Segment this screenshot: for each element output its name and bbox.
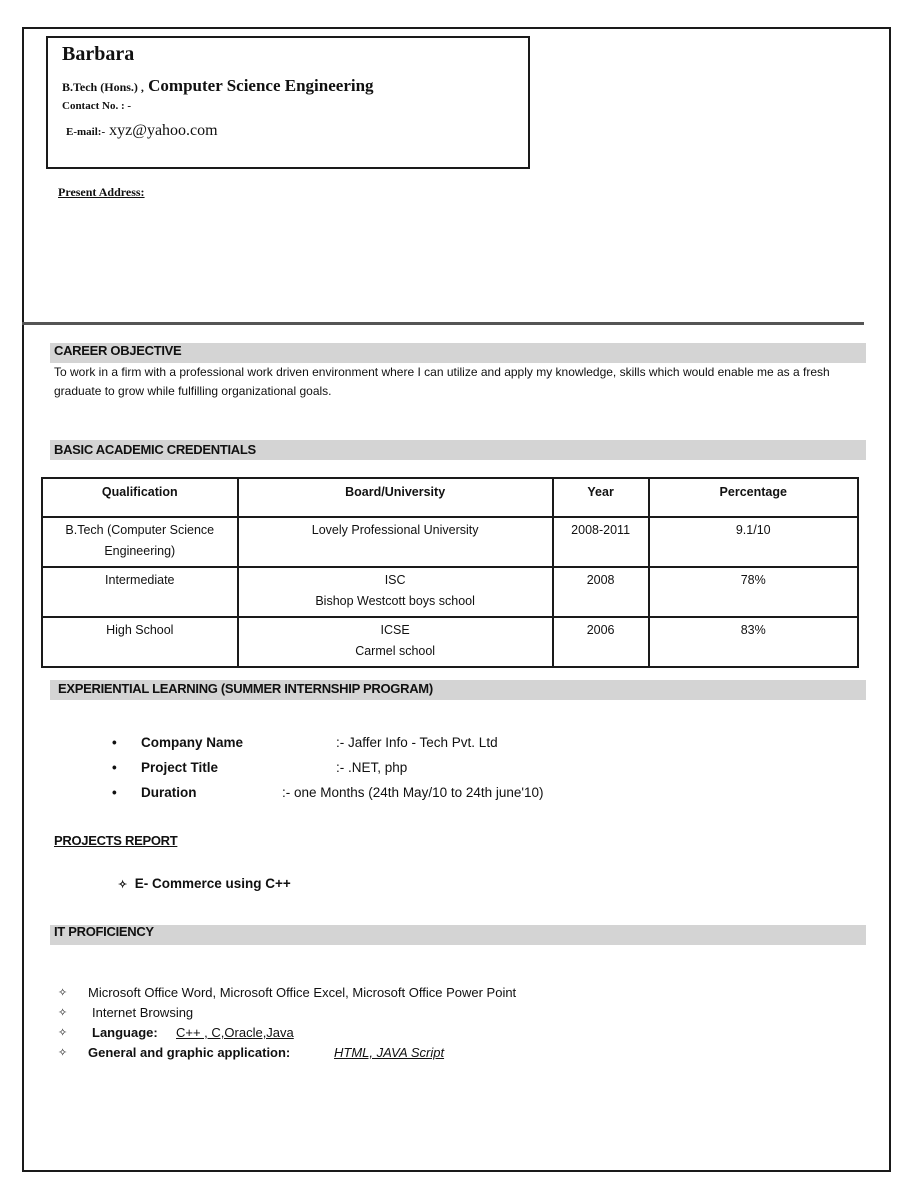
present-address-label: Present Address:	[58, 185, 145, 199]
school-name: Carmel school	[355, 644, 436, 658]
project-item	[118, 876, 291, 891]
item-label: Duration	[141, 785, 197, 800]
bullet-icon: •	[112, 760, 117, 775]
list-item	[112, 730, 712, 755]
qualification-cell: Intermediate	[42, 567, 238, 617]
list-item	[112, 780, 712, 805]
col-qualification: Qualification	[42, 478, 238, 517]
item-label: General and graphic application:	[88, 1045, 291, 1060]
year-cell: 2008-2011	[553, 517, 649, 567]
it-proficiency-list	[58, 983, 758, 1063]
board-name: Lovely Professional University	[311, 523, 479, 537]
year-cell: 2006	[553, 617, 649, 667]
item-value: HTML, JAVA Script	[334, 1045, 445, 1060]
experiential-list	[112, 730, 712, 805]
percentage-cell: 9.1/10	[649, 517, 859, 567]
item-label: Microsoft Office Word, Microsoft Office Excel, Microsoft Office Power Point	[88, 985, 517, 1000]
item-label: Project Title	[141, 760, 219, 775]
qualification-cell: High School	[42, 617, 238, 667]
list-item	[112, 755, 712, 780]
board-name: ICSE	[380, 623, 410, 637]
diamond-bullet-icon: ✧	[118, 879, 128, 891]
list-item	[58, 1043, 758, 1063]
board-name: ISC	[384, 573, 406, 587]
item-value: :- .NET, php	[336, 760, 408, 775]
col-percentage: Percentage	[649, 478, 859, 517]
item-value: C++ , C,Oracle,Java	[176, 1025, 294, 1040]
item-label: Company Name	[141, 735, 244, 750]
career-objective-text: To work in a firm with a professional work driven environment where I can utilize and apply my knowledge, skills which would enable me as a fresh graduate to grow while fulfilling organizational goals.	[54, 365, 830, 398]
list-item	[58, 1003, 758, 1023]
percentage-cell: 78%	[649, 567, 859, 617]
list-item	[58, 1023, 758, 1043]
bullet-icon: •	[112, 735, 117, 750]
board-cell	[238, 567, 553, 617]
experiential-title: EXPERIENTIAL LEARNING (SUMMER INTERNSHIP PROGRAM)	[58, 681, 433, 696]
item-label: Language:	[92, 1025, 158, 1040]
degree-field: Computer Science Engineering	[148, 76, 374, 95]
board-cell	[238, 617, 553, 667]
qualification-cell: B.Tech (Computer Science Engineering)	[42, 517, 238, 567]
item-label: Internet Browsing	[92, 1005, 194, 1020]
divider-line	[22, 322, 864, 325]
diamond-bullet-icon: ✧	[58, 1007, 68, 1019]
percentage-cell: 83%	[649, 617, 859, 667]
academic-table	[41, 477, 859, 668]
col-board: Board/University	[238, 478, 553, 517]
table-header-row	[42, 478, 858, 517]
item-value: :- one Months (24th May/10 to 24th june'10)	[282, 785, 544, 800]
projects-title: PROJECTS REPORT	[54, 833, 178, 848]
year-cell: 2008	[553, 567, 649, 617]
email-line	[66, 122, 218, 140]
email-label: E-mail:-	[66, 126, 106, 138]
it-proficiency-title: IT PROFICIENCY	[54, 924, 154, 939]
it-proficiency-bar	[50, 925, 866, 945]
diamond-bullet-icon: ✧	[58, 1027, 68, 1039]
degree-line	[62, 76, 374, 96]
item-value: :- Jaffer Info - Tech Pvt. Ltd	[336, 735, 498, 750]
candidate-name: Barbara	[62, 43, 135, 65]
school-name: Bishop Westcott boys school	[315, 594, 475, 608]
header-box	[46, 36, 530, 169]
diamond-bullet-icon: ✧	[58, 1047, 68, 1059]
degree-short: B.Tech (Hons.) ,	[62, 80, 144, 94]
contact-number: Contact No. : -	[62, 100, 132, 112]
list-item	[58, 983, 758, 1003]
academics-title: BASIC ACADEMIC CREDENTIALS	[54, 442, 256, 457]
diamond-bullet-icon: ✧	[58, 987, 68, 999]
email-value: xyz@yahoo.com	[109, 122, 218, 139]
table-row	[42, 567, 858, 617]
board-cell	[238, 517, 553, 567]
bullet-icon: •	[112, 785, 117, 800]
table-row	[42, 617, 858, 667]
project-name: E- Commerce using C++	[134, 876, 291, 891]
col-year: Year	[553, 478, 649, 517]
table-row	[42, 517, 858, 567]
career-objective-title: CAREER OBJECTIVE	[54, 343, 182, 358]
